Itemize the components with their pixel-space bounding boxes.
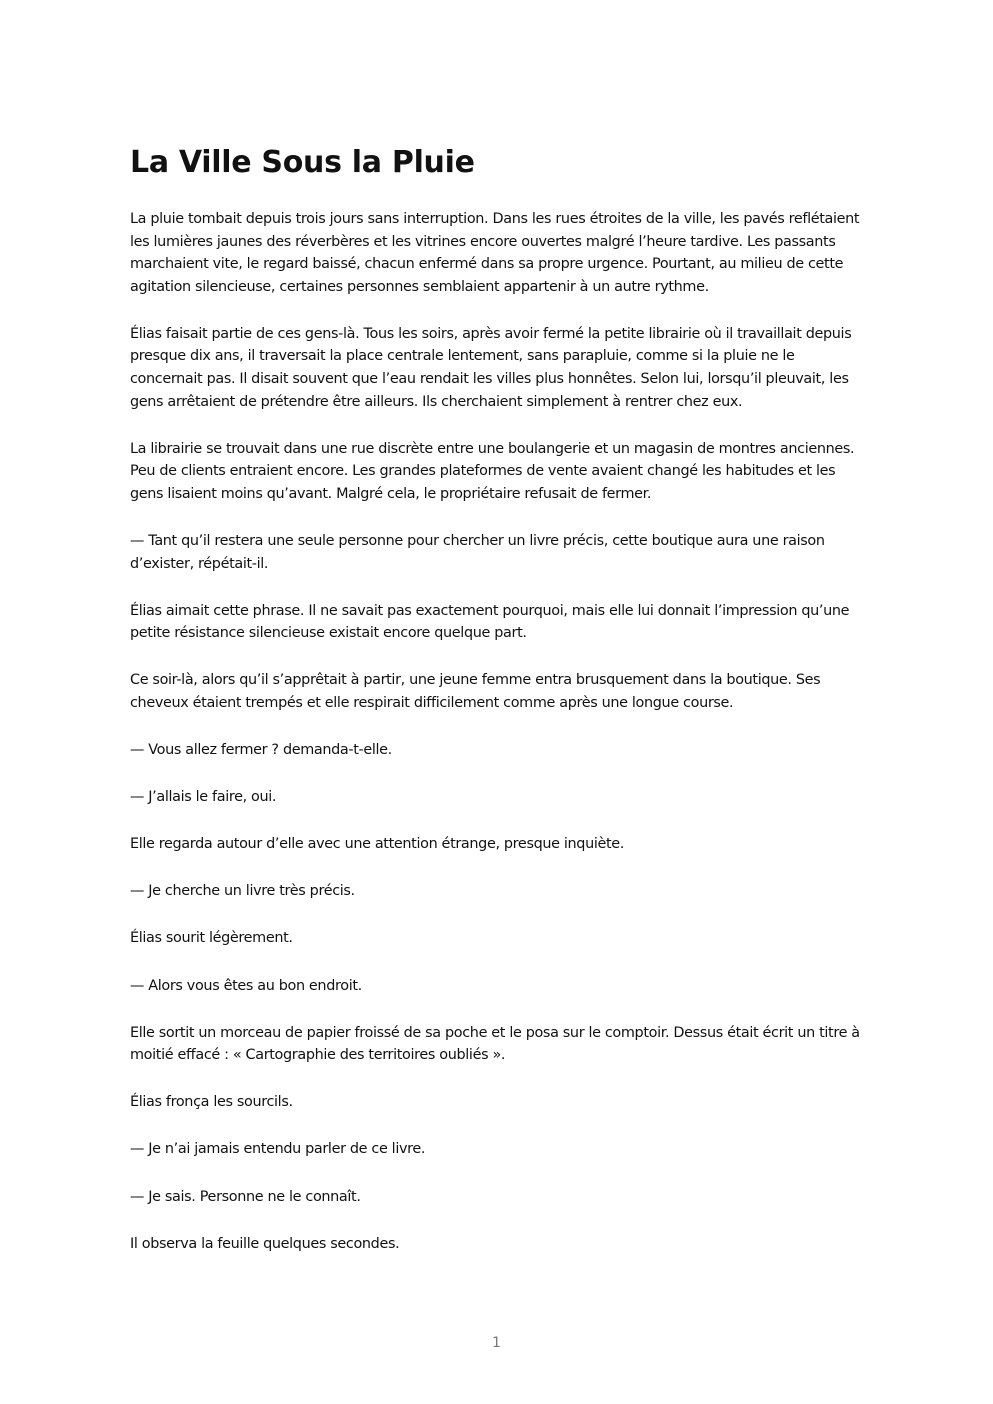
page-number: 1 [492, 1335, 501, 1351]
paragraph: Élias aimait cette phrase. Il ne savait pas exactement pourquoi, mais elle lui donnait l’impression qu’une petite résistance silencieuse existait encore quelque part. [130, 602, 850, 642]
paragraph: Élias sourit légèrement. [130, 930, 293, 947]
dialogue-line: — Je n’ai jamais entendu parler de ce livre. [130, 1141, 426, 1158]
document-title: La Ville Sous la Pluie [130, 145, 475, 180]
dialogue-line: — Tant qu’il restera une seule personne pour chercher un livre précis, cette boutique aura une raison d’exister, répétait-il. [130, 533, 825, 572]
paragraph: La pluie tombait depuis trois jours sans interruption. Dans les rues étroites de la ville, les pavés reflétaient les lumières jaunes des réverbères et les vitrines encore ouvertes malgré l’heure tardive. Les passants marchaient vite, le regard baissé, chacun enfermé dans sa propre urgence. Pourtant, au milieu de cette agitation silencieuse, certaines personnes semblaient appartenir à un autre rythme. [130, 211, 860, 295]
paragraph: Élias fronça les sourcils. [130, 1094, 293, 1111]
paragraph: Elle sortit un morceau de papier froissé de sa poche et le posa sur le comptoir. Dessus était écrit un titre à moitié effacé : « Cartographie des territoires oubliés ». [130, 1024, 860, 1064]
paragraph: Elle regarda autour d’elle avec une attention étrange, presque inquiète. [130, 836, 625, 853]
paragraph: Il observa la feuille quelques secondes. [130, 1235, 400, 1252]
dialogue-line: — Je cherche un livre très précis. [130, 883, 355, 900]
paragraph: Élias faisait partie de ces gens-là. Tous les soirs, après avoir fermé la petite librairie où il travaillait depuis presque dix ans, il traversait la place centrale lentement, sans parapluie, comme si la pluie ne le concernait pas. Il disait souvent que l’eau rendait les villes plus honnêtes. Selon lui, lorsqu’il pleuvait, les gens arrêtaient de prétendre être ailleurs. Ils cherchaient simplement à rentrer chez eux. [130, 325, 852, 410]
dialogue-line: — Vous allez fermer ? demanda-t-elle. [130, 742, 392, 759]
dialogue-line: — J’allais le faire, oui. [130, 789, 277, 806]
document-page [130, 144, 866, 1280]
paragraph: Ce soir-là, alors qu’il s’apprêtait à partir, une jeune femme entra brusquement dans la boutique. Ses cheveux étaient trempés et elle respirait difficilement comme après une longue course. [130, 672, 821, 711]
dialogue-line: — Je sais. Personne ne le connaît. [130, 1188, 361, 1205]
dialogue-line: — Alors vous êtes au bon endroit. [130, 977, 362, 994]
paragraph: La librairie se trouvait dans une rue discrète entre une boulangerie et un magasin de montres anciennes. Peu de clients entraient encore. Les grandes plateformes de vente avaient changé les habitudes et les gens lisaient moins qu’avant. Malgré cela, le propriétaire refusait de fermer. [130, 440, 855, 502]
